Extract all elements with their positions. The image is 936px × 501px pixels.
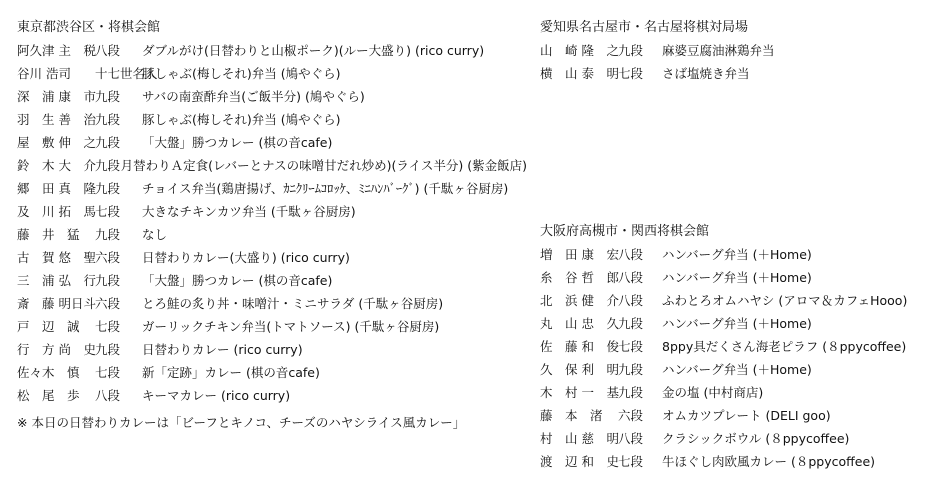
player-entry [540, 39, 932, 62]
meal-order: なし [142, 227, 168, 242]
player-entry [17, 223, 527, 246]
daily-curry-note: ※ 本日の日替わりカレーは「ビーフとキノコ、チーズのハヤシライス風カレー」 [17, 415, 466, 430]
player-entry [540, 335, 932, 358]
player-rank: 七段 [618, 66, 644, 81]
player-entry [17, 292, 527, 315]
meal-order: ハンバーグ弁当 (＋Home) [662, 270, 812, 285]
player-rank: 九段 [95, 112, 121, 127]
player-name: 三 浦 弘 行 [17, 273, 96, 288]
player-entry [540, 266, 932, 289]
player-rank: 九段 [618, 362, 644, 377]
player-name: 山 崎 隆 之 [540, 43, 619, 58]
player-rank: 九段 [95, 135, 121, 150]
player-name: 阿久津 主 税 [17, 43, 96, 58]
player-name: 郷 田 真 隆 [17, 181, 96, 196]
player-name: 斎 藤 明日斗 [17, 296, 96, 311]
player-name: 村 山 慈 明 [540, 431, 619, 446]
player-name: 丸 山 忠 久 [540, 316, 619, 331]
meal-order: 大きなチキンカツ弁当 (千駄ヶ谷厨房) [142, 204, 356, 219]
player-entry [540, 404, 932, 427]
meal-order: 「大盤」勝つカレー (棋の音cafe) [142, 135, 333, 150]
player-rank: 九段 [95, 89, 121, 104]
meal-order: とろ鮭の炙り丼・味噌汁・ミニサラダ (千駄ヶ谷厨房) [142, 296, 444, 311]
meal-order: 「大盤」勝つカレー (棋の音cafe) [142, 273, 333, 288]
player-entry [17, 177, 527, 200]
player-rank: 八段 [95, 43, 121, 58]
player-entry [17, 384, 527, 407]
player-entry [17, 246, 527, 269]
player-rank: 七段 [618, 454, 644, 469]
venue-nagoya [540, 16, 932, 85]
player-rank: 六段 [95, 250, 121, 265]
meal-order: 日替わりカレー (rico curry) [142, 342, 303, 357]
player-entry [540, 312, 932, 335]
venue-osaka [540, 220, 932, 473]
meal-order: ハンバーグ弁当 (＋Home) [662, 316, 812, 331]
player-entry [17, 62, 527, 85]
player-name: 古 賀 悠 聖 [17, 250, 96, 265]
player-name: 屋 敷 伸 之 [17, 135, 96, 150]
player-entry [540, 381, 932, 404]
player-name: 糸 谷 哲 郎 [540, 270, 619, 285]
player-rank: 七段 [618, 339, 644, 354]
player-rank: 七段 [95, 319, 121, 334]
player-entry [540, 289, 932, 312]
player-entry [17, 39, 527, 62]
meal-order: ガーリックチキン弁当(トマトソース) (千駄ヶ谷厨房) [142, 319, 440, 334]
player-entry [17, 85, 527, 108]
player-rank: 七段 [95, 365, 121, 380]
meal-order: キーマカレー (rico curry) [142, 388, 291, 403]
meal-order: 8ppy具だくさん海老ピラフ (８ppycoffee) [662, 339, 907, 354]
player-rank: 八段 [618, 431, 644, 446]
player-name: 戸 辺 誠 [17, 319, 80, 334]
player-entry [17, 315, 527, 338]
player-entry [17, 338, 527, 361]
meal-order: ハンバーグ弁当 (＋Home) [662, 247, 812, 262]
player-rank: 九段 [95, 273, 121, 288]
player-entry [17, 361, 527, 384]
player-rank: 八段 [618, 293, 644, 308]
player-entry [540, 62, 932, 85]
entry-list-osaka [540, 243, 932, 473]
player-name: 藤 本 渚 [540, 408, 603, 423]
venue-title-tokyo: 東京都渋谷区・将棋会館 [17, 20, 161, 35]
player-name: 松 尾 歩 [17, 388, 80, 403]
player-entry [540, 427, 932, 450]
player-name: 行 方 尚 史 [17, 342, 96, 357]
player-rank: 九段 [95, 342, 121, 357]
player-rank: 八段 [618, 247, 644, 262]
player-name: 及 川 拓 馬 [17, 204, 96, 219]
player-entry [17, 200, 527, 223]
player-rank: 七段 [95, 204, 121, 219]
player-name: 増 田 康 宏 [540, 247, 619, 262]
right-column [540, 16, 932, 473]
player-entry [17, 154, 527, 177]
player-rank: 八段 [618, 270, 644, 285]
meal-order: ふわとろオムハヤシ (アロマ＆カフェHooo) [662, 293, 908, 308]
player-entry [540, 450, 932, 473]
player-name: 木 村 一 基 [540, 385, 619, 400]
meal-order: オムカツプレート (DELI goo) [662, 408, 831, 423]
player-name: 横 山 泰 明 [540, 66, 619, 81]
player-name: 深 浦 康 市 [17, 89, 96, 104]
player-name: 谷川 浩司 [17, 66, 71, 81]
venue-title-osaka: 大阪府高槻市・関西将棋会館 [540, 224, 710, 239]
meal-order: ハンバーグ弁当 (＋Home) [662, 362, 812, 377]
meal-order: 豚しゃぶ(梅しそれ)弁当 (鳩やぐら) [142, 112, 341, 127]
meal-order: クラシックボウル (８ppycoffee) [662, 431, 850, 446]
player-entry [17, 108, 527, 131]
player-name: 佐々木 慎 [17, 365, 80, 380]
player-rank: 九段 [618, 316, 644, 331]
player-rank: 九段 [95, 227, 121, 242]
meal-order: 日替わりカレー(大盛り) (rico curry) [142, 250, 350, 265]
player-entry [540, 358, 932, 381]
meal-order: ダブルがけ(日替わりと山椒ポーク)(ルー大盛り) (rico curry) [142, 43, 485, 58]
player-name: 渡 辺 和 史 [540, 454, 619, 469]
meal-order: 牛ほぐし肉欧風カレー (８ppycoffee) [662, 454, 876, 469]
player-name: 佐 藤 和 俊 [540, 339, 619, 354]
left-column [17, 16, 527, 434]
player-entry [17, 131, 527, 154]
player-name: 羽 生 善 治 [17, 112, 96, 127]
meal-order: 麻婆豆腐油淋鶏弁当 [662, 43, 775, 58]
player-entry [17, 269, 527, 292]
player-name: 久 保 利 明 [540, 362, 619, 377]
meal-order: チョイス弁当(鶏唐揚げ、ｶﾆｸﾘｰﾑｺﾛｯｹ、ﾐﾆﾊﾝﾊﾞｰｸﾞ) (千駄ヶ谷厨房) [142, 181, 509, 196]
meal-order: 月替わりＡ定食(レバーとナスの味噌甘だれ炒め)(ライス半分) (紫金飯店) [120, 158, 527, 173]
player-name: 藤 井 猛 [17, 227, 80, 242]
player-rank: 九段 [618, 43, 644, 58]
meal-order: 新「定跡」カレー (棋の音cafe) [142, 365, 320, 380]
venue-tokyo [17, 16, 527, 407]
player-entry [540, 243, 932, 266]
player-name: 北 浜 健 介 [540, 293, 619, 308]
venue-title-nagoya: 愛知県名古屋市・名古屋将棋対局場 [540, 20, 749, 35]
player-rank: 六段 [618, 408, 644, 423]
meal-order: 豚しゃぶ(梅しそれ)弁当 (鳩やぐら) [142, 66, 341, 81]
meal-order: サバの南蛮酢弁当(ご飯半分) (鳩やぐら) [142, 89, 365, 104]
player-rank: 八段 [95, 388, 121, 403]
player-rank: 九段 [95, 158, 121, 173]
player-rank: 十七世名人 [95, 66, 158, 81]
entry-list-nagoya [540, 39, 932, 85]
meal-order: 金の塩 (中村商店) [662, 385, 764, 400]
entry-list-tokyo [17, 39, 527, 407]
player-rank: 九段 [95, 181, 121, 196]
player-name: 鈴 木 大 介 [17, 158, 96, 173]
meal-order: さば塩焼き弁当 [662, 66, 750, 81]
player-rank: 九段 [618, 385, 644, 400]
player-rank: 六段 [95, 296, 121, 311]
